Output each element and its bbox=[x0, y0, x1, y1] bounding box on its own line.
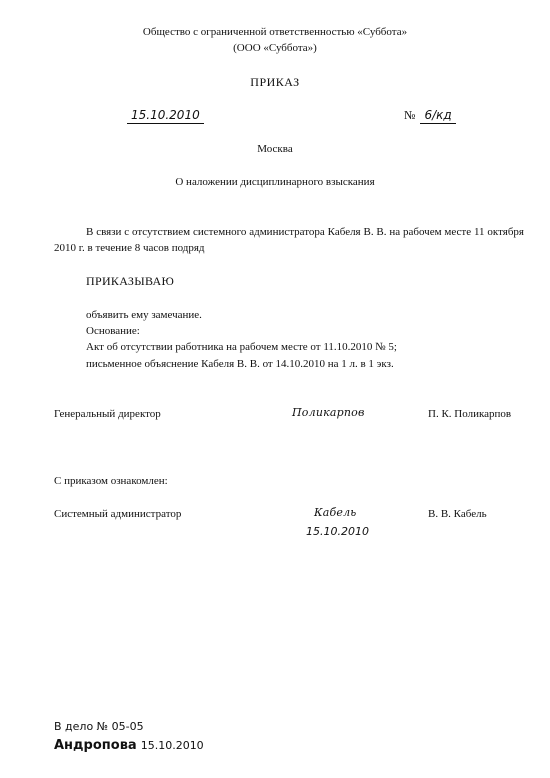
employee-position: Системный администратор bbox=[54, 508, 182, 520]
basis-item: Акт об отсутствии работника на рабочем месте от 11.10.2010 № 5; bbox=[86, 341, 397, 353]
filing-signature: Андропова bbox=[54, 738, 137, 753]
employee-name: В. В. Кабель bbox=[428, 508, 487, 520]
filing-signature-line bbox=[54, 736, 204, 754]
number-label: № bbox=[404, 108, 416, 122]
director-signature: Поликарпов bbox=[292, 406, 365, 419]
document-subject: О наложении дисциплинарного взыскания bbox=[175, 176, 375, 188]
acknowledgment-heading: С приказом ознакомлен: bbox=[54, 475, 168, 487]
basis-item: письменное объяснение Кабеля В. В. от 14.10.2010 на 1 л. в 1 экз. bbox=[86, 358, 394, 370]
filing-date: 15.10.2010 bbox=[140, 739, 204, 752]
document-number bbox=[404, 108, 456, 123]
organization-full-name: Общество с ограниченной ответственностью «Суббота» bbox=[142, 26, 408, 38]
filing-note: В дело № 05-05 bbox=[54, 720, 144, 733]
document-type: ПРИКАЗ bbox=[250, 75, 300, 89]
acknowledgment-date: 15.10.2010 bbox=[306, 525, 369, 538]
preamble-paragraph: В связи с отсутствием системного администратора Кабеля В. В. на рабочем месте 11 октября 2010 г. в течение 8 часов подряд bbox=[54, 226, 524, 254]
basis-label: Основание: bbox=[86, 325, 140, 337]
document-date: 15.10.2010 bbox=[127, 108, 204, 122]
director-position: Генеральный директор bbox=[54, 408, 161, 420]
order-word: ПРИКАЗЫВАЮ bbox=[86, 274, 175, 288]
employee-signature: Кабель bbox=[314, 506, 357, 519]
number-value: 6/кд bbox=[420, 108, 455, 124]
organization-short-name: (ООО «Суббота») bbox=[233, 42, 317, 54]
director-name: П. К. Поликарпов bbox=[428, 408, 512, 420]
order-line: объявить ему замечание. bbox=[86, 309, 202, 321]
document-city: Москва bbox=[257, 143, 293, 155]
